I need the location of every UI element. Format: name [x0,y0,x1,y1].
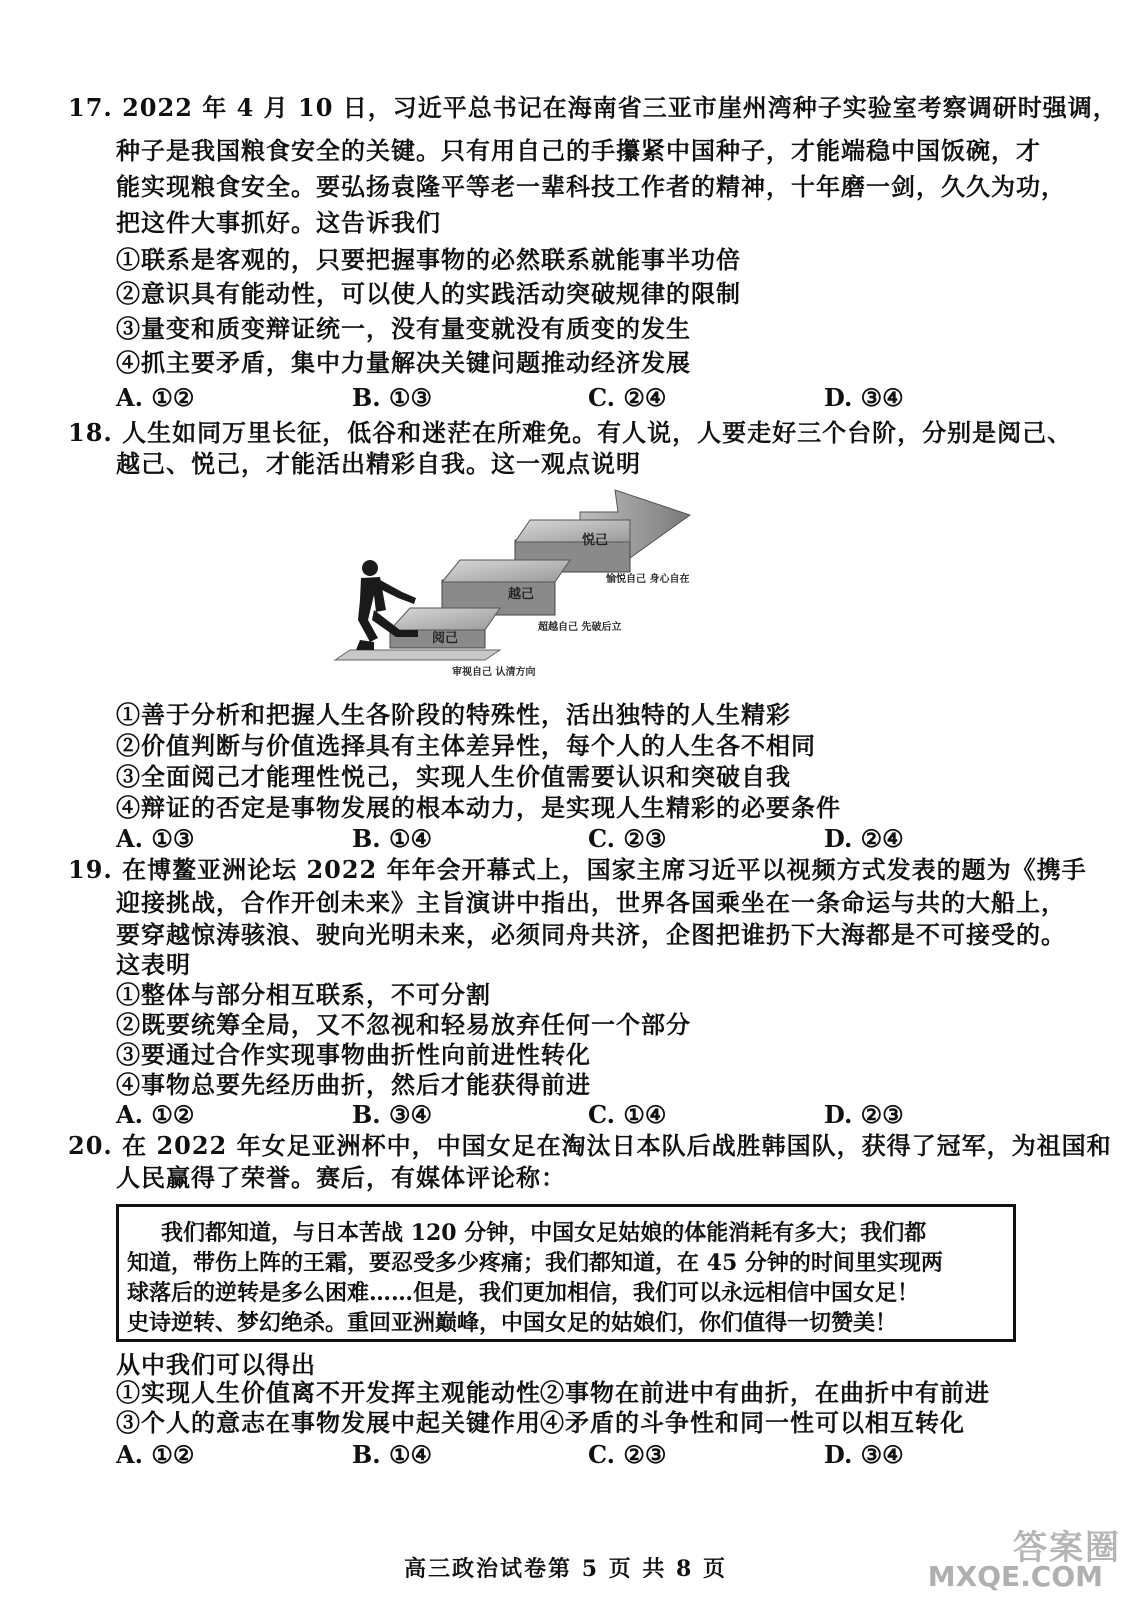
quote-line-4: 史诗逆转、梦幻绝杀。重回亚洲巅峰，中国女足的姑娘们，你们值得一切赞美！ [127,1310,898,1336]
step-1-label: 阅己 [432,631,459,646]
q20-stem-line-1: 20. 在 2022 年女足亚洲杯中，中国女足在淘汰日本队后战胜韩国队，获得了冠军，为祖国和 [68,1131,1112,1160]
q19-statement-1: ①整体与部分相互联系，不可分割 [116,980,491,1009]
q19-stem-line-4: 这表明 [116,950,191,979]
q17-stem-line-2: 种子是我国粮食安全的关键。只有用自己的手攥紧中国种子，才能端稳中国饭碗，才 [116,136,1041,165]
q17-statement-3: ③量变和质变辩证统一，没有量变就没有质变的发生 [116,314,691,343]
q19-statement-3: ③要通过合作实现事物曲折性向前进性转化 [116,1040,591,1069]
q20-option-a: A. ①② [116,1440,195,1469]
person-climbing-icon [356,560,418,650]
q18-statement-4: ④辩证的否定是事物发展的根本动力，是实现人生精彩的必要条件 [116,793,841,822]
q20-option-d: D. ③④ [824,1440,904,1469]
q20-statement-3: ③个人的意志在事物发展中起关键作用 [116,1408,541,1437]
q19-stem-line-2: 迎接挑战，合作开创未来》主旨演讲中指出，世界各国乘坐在一条命运与共的大船上， [116,888,1066,917]
watermark-logo: 答案圈 [1013,1528,1121,1568]
q19-statement-2: ②既要统筹全局，又不忽视和轻易放弃任何一个部分 [116,1010,691,1039]
page-footer: 高三政治试卷第 5 页 共 8 页 [404,1556,727,1582]
q17-statement-2: ②意识具有能动性，可以使人的实践活动突破规律的限制 [116,279,741,308]
watermark-url: MXQE.COM [927,1560,1103,1593]
q17-option-b: B. ①③ [352,383,433,412]
step-1-top [390,608,500,630]
q20-statement-2: ②事物在前进中有曲折，在曲折中有前进 [540,1378,990,1407]
base-shadow [335,650,500,660]
q18-stem-line-1: 18. 人生如同万里长征，低谷和迷茫在所难免。有人说，人要走好三个台阶，分别是阅己、 [68,418,1073,447]
q17-stem-line-1: 17. 2022 年 4 月 10 日，习近平总书记在海南省三亚市崖州湾种子实验室考察调研时强调， [68,93,1118,122]
q20-lead: 从中我们可以得出 [116,1350,316,1379]
step-1-caption: 审视自己 认清方向 [452,667,536,678]
q17-option-a: A. ①② [116,383,195,412]
q18-statement-2: ②价值判断与价值选择具有主体差异性，每个人的人生各不相同 [116,731,816,760]
q17-stem-line-4: 把这件大事抓好。这告诉我们 [116,208,441,237]
q17-statement-4: ④抓主要矛盾，集中力量解决关键问题推动经济发展 [116,348,691,377]
q20-stem-line-2: 人民赢得了荣誉。赛后，有媒体评论称： [116,1163,566,1192]
q18-stem-line-2: 越己、悦己，才能活出精彩自我。这一观点说明 [116,449,641,478]
media-comment-box [116,1204,1016,1342]
quote-line-1: 我们都知道，与日本苦战 120 分钟，中国女足姑娘的体能消耗有多大；我们都 [161,1220,927,1246]
steps-figure [330,480,710,685]
q20-statement-1: ①实现人生价值离不开发挥主观能动性 [116,1378,541,1407]
quote-line-3: 球落后的逆转是多么困难……但是，我们更加相信，我们可以永远相信中国女足！ [127,1280,920,1306]
step-3-top [515,520,630,542]
q18-option-c: C. ②③ [588,824,667,853]
q18-statement-1: ①善于分析和把握人生各阶段的特殊性，活出独特的人生精彩 [116,700,791,729]
q17-statement-1: ①联系是客观的，只要把握事物的必然联系就能事半功倍 [116,245,741,274]
q20-option-b: B. ①④ [352,1440,433,1469]
step-3-caption: 愉悦自己 身心自在 [606,574,690,585]
q19-option-d: D. ②③ [824,1100,904,1129]
q20-option-c: C. ②③ [588,1440,667,1469]
q20-statement-4: ④矛盾的斗争性和同一性可以相互转化 [540,1408,965,1437]
q18-option-b: B. ①④ [352,824,433,853]
q19-option-a: A. ①② [116,1100,195,1129]
q19-statement-4: ④事物总要先经历曲折，然后才能获得前进 [116,1070,591,1099]
q19-stem-line-3: 要穿越惊涛骇浪、驶向光明未来，必须同舟共济，企图把谁扔下大海都是不可接受的。 [116,920,1066,949]
q19-option-c: C. ①④ [588,1100,667,1129]
q18-statement-3: ③全面阅己才能理性悦己，实现人生价值需要认识和突破自我 [116,762,791,791]
step-2-top [442,560,570,582]
step-3-label: 悦己 [582,533,609,548]
q19-stem-line-1: 19. 在博鳌亚洲论坛 2022 年年会开幕式上，国家主席习近平以视频方式发表的题为《携手 [68,855,1087,884]
q19-option-b: B. ③④ [352,1100,433,1129]
step-2-caption: 超越自己 先破后立 [538,622,622,633]
q17-stem-line-3: 能实现粮食安全。要弘扬袁隆平等老一辈科技工作者的精神，十年磨一剑，久久为功， [116,172,1066,201]
q18-option-a: A. ①③ [116,824,195,853]
q18-option-d: D. ②④ [824,824,904,853]
step-2-label: 越己 [508,587,535,602]
quote-line-2: 知道，带伤上阵的王霜，要忍受多少疼痛；我们都知道，在 45 分钟的时间里实现两 [127,1250,943,1276]
q17-option-d: D. ③④ [824,383,904,412]
q17-option-c: C. ②④ [588,383,667,412]
